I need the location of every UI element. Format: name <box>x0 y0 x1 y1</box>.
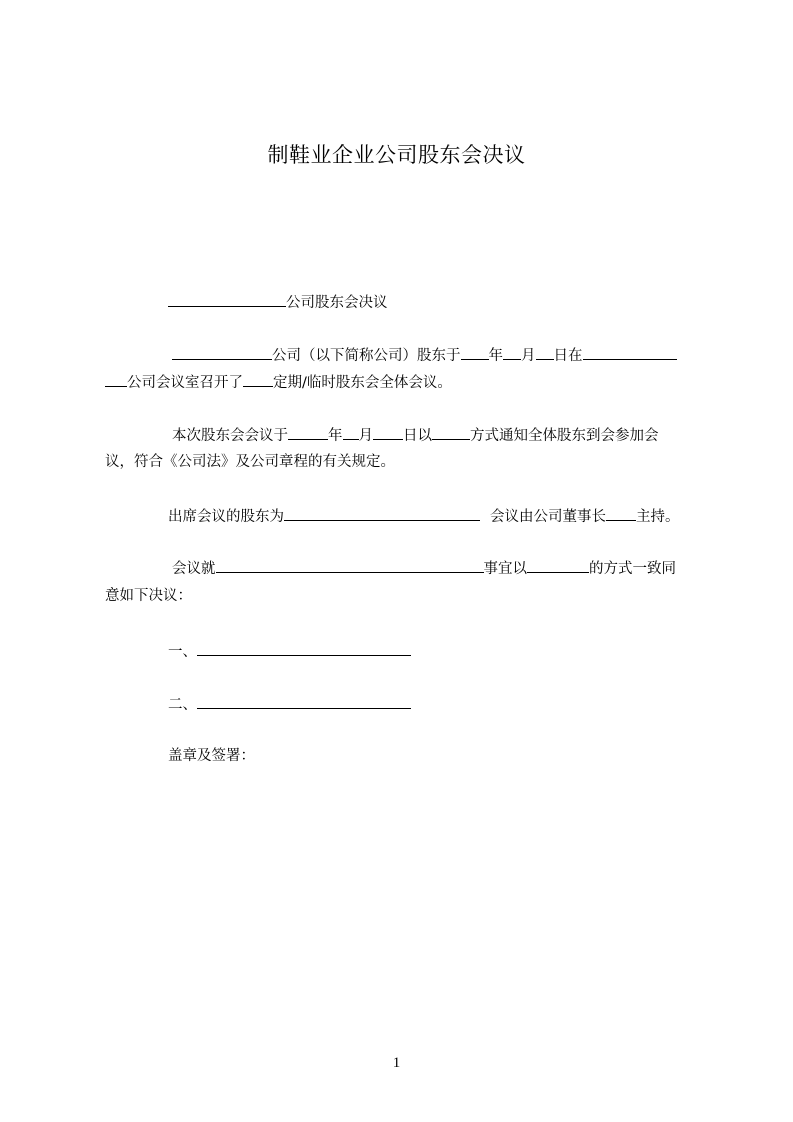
para3-text-3: 主持。 <box>636 509 680 525</box>
para4-text-4: 意如下决议： <box>105 588 192 604</box>
matter-blank <box>216 558 484 573</box>
para3-text-2: 会议由公司董事长 <box>490 509 606 525</box>
location-blank-cont <box>105 372 127 387</box>
signature-label: 盖章及签署： <box>168 748 255 764</box>
paragraph-2-line-1 <box>172 425 659 446</box>
para1-year-label: 年 <box>488 348 503 364</box>
year-blank <box>461 345 489 360</box>
para2-text-6: 议，符合《公司法》及公司章程的有关规定。 <box>105 454 395 470</box>
para1-text-5: 公司会议室召开了 <box>127 375 243 391</box>
company-name-blank <box>168 292 286 307</box>
meeting-type-blank <box>243 372 273 387</box>
para4-text-3: 的方式一致同 <box>589 561 676 577</box>
resolution-2-number: 二、 <box>168 697 197 713</box>
paragraph-4-line-2 <box>105 586 192 606</box>
resolution-1-number: 一、 <box>168 644 197 660</box>
notice-year-blank <box>288 425 328 440</box>
para2-text-5: 方式通知全体股东到会参加会 <box>470 428 659 444</box>
heading-suffix: 公司股东会决议 <box>286 295 388 311</box>
notice-method-blank <box>432 425 470 440</box>
voting-method-blank <box>527 558 589 573</box>
paragraph-4-line-1 <box>172 558 676 579</box>
page-number: 1 <box>392 1055 401 1071</box>
para1-text-1: 公司（以下简称公司）股东于 <box>272 348 461 364</box>
paragraph-1-line-2 <box>105 372 452 393</box>
notice-day-blank <box>373 425 403 440</box>
para3-text-1: 出席会议的股东为 <box>168 509 284 525</box>
para4-text-1: 会议就 <box>172 561 216 577</box>
attendees-blank <box>284 506 480 521</box>
notice-month-blank <box>343 425 359 440</box>
chairman-blank <box>606 506 636 521</box>
resolution-item-2 <box>168 694 411 715</box>
para2-year-label: 年 <box>328 428 343 444</box>
month-blank <box>503 345 521 360</box>
company-blank <box>172 345 272 360</box>
resolution-2-blank <box>197 694 411 709</box>
document-title: 制鞋业企业公司股东会决议 <box>267 143 526 167</box>
resolution-1-blank <box>197 641 411 656</box>
paragraph-2-line-2 <box>105 452 395 472</box>
para4-text-2: 事宜以 <box>483 561 527 577</box>
para2-month-label: 月 <box>358 428 373 444</box>
paragraph-3 <box>168 506 680 527</box>
location-blank <box>583 345 677 360</box>
para1-text-6: 定期/临时股东会全体会议。 <box>273 375 452 391</box>
para1-day-label: 日在 <box>553 348 583 364</box>
para1-month-label: 月 <box>521 348 536 364</box>
resolution-item-1 <box>168 641 411 662</box>
resolution-heading <box>168 292 388 313</box>
paragraph-1-line-1 <box>172 345 677 366</box>
para2-day-label: 日以 <box>403 428 432 444</box>
para2-text-1: 本次股东会会议于 <box>172 428 288 444</box>
day-blank <box>536 345 554 360</box>
